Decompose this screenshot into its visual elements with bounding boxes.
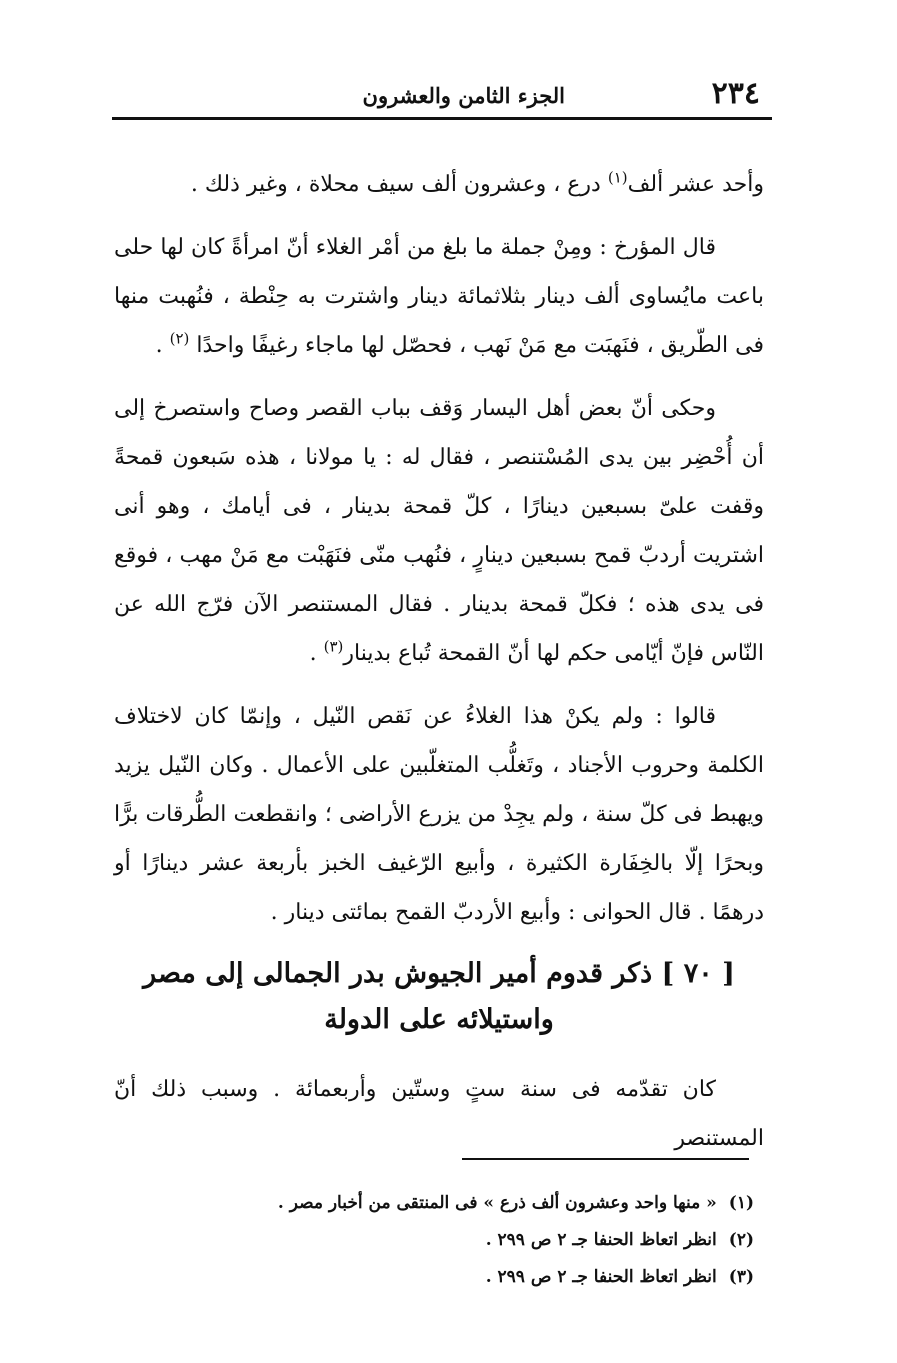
header-rule (112, 117, 772, 120)
footnotes (114, 1185, 754, 1296)
running-title: الجزء الثامن والعشرون (362, 83, 565, 108)
paragraph-3-text-a: وحكى أنّ بعض أهل اليسار وَقف بباب القصر وصاح واستصرخ إلى أن أُحْضِر بين يدى المُسْتنصر ، فقال له : يا مولانا ، هذه سَبعون قمحةً وقفت علىّ بسبعين دينارًا ، كلّ قمحة بدينار ، فى أيامك ، وهو أنى اشتريت أردبّ قمح بسبعين دينارٍ ، فنُهب منّى فنَهَبْت مع مَنْ مهب ، فوقع فى يدى هذه ؛ فكلّ قمحة بدينار . فقال المستنصر الآن فرّج الله عن النّاس فإنّ أيّامى حكم لها أنّ القمحة تُباع بدينار (114, 396, 764, 666)
footnote-2-text: انظر اتعاظ الحنفا جـ ٢ ص ٢٩٩ . (485, 1230, 717, 1250)
paragraph-2 (114, 223, 764, 370)
footnote-2 (114, 1222, 754, 1259)
paragraph-3-text-b: . (309, 641, 324, 666)
footnote-3 (114, 1259, 754, 1296)
footnote-ref-2[interactable]: (٢) (169, 329, 190, 348)
footnote-2-mark: (٢) (728, 1230, 754, 1250)
footnote-1-text: « منها واحد وعشرون ألف ذرع » فى المنتقى من أخبار مصر . (277, 1193, 717, 1213)
footnote-3-text: انظر اتعاظ الحنفا جـ ٢ ص ٢٩٩ . (485, 1267, 717, 1287)
paragraph-1-text-a: وأحد عشر ألف (627, 172, 764, 197)
paragraph-3 (114, 384, 764, 678)
section-heading-line-2: واستيلائه على الدولة (324, 1004, 554, 1035)
footnote-ref-1[interactable]: (١) (607, 168, 628, 187)
page-number: ٢٣٤ (711, 76, 760, 111)
paragraph-2-text-b: . (155, 333, 170, 358)
footnote-1 (114, 1185, 754, 1222)
paragraph-1 (114, 160, 764, 209)
main-text (114, 160, 764, 1177)
paragraph-2-text-a: قال المؤرخ : ومِنْ جملة ما بلغ من أمْر الغلاء أنّ امرأةً كان لها حلى باعت مايُساوى ألف دينار بثلاثمائة دينار واشترت به حِنْطة ، فنُهبت منها فى الطّريق ، فنَهبَت مع مَنْ نَهب ، فحصّل لها ماجاء رغيفًا واحدًا (114, 235, 764, 358)
footnote-ref-3[interactable]: (٣) (323, 637, 344, 656)
footnote-3-mark: (٣) (728, 1267, 754, 1287)
footnote-1-mark: (١) (728, 1193, 754, 1213)
section-heading (114, 951, 764, 1043)
paragraph-1-text-b: درع ، وعشرون ألف سيف محلاة ، وغير ذلك . (190, 172, 608, 197)
section-heading-line-1: [ ٧٠ ] ذكر قدوم أمير الجيوش بدر الجمالى إلى مصر (143, 958, 735, 989)
footnote-rule (462, 1158, 749, 1160)
paragraph-5: كان تقدّمه فى سنة ستٍ وستّين وأربعمائة . وسبب ذلك أنّ المستنصر (114, 1077, 764, 1151)
paragraph-4: قالوا : ولم يكنْ هذا الغلاءُ عن نَقص النّيل ، وإنمّا كان لاختلاف الكلمة وحروب الأجناد ، وتَغلُّب المتغلّبين على الأعمال . وكان النّيل يزيد ويهبط فى كلّ سنة ، ولم يجِدْ من يزرع الأراضى ؛ وانقطعت الطُّرقات برًّا وبحرًا إلّا بالخِفَارة الكثيرة ، وأبيع الرّغيف الخبز بأربعة عشر دينارًا أو درهمًا . قال الحوانى : وأبيع الأردبّ القمح بمائتى دينار . (114, 704, 764, 925)
page-header (110, 78, 770, 114)
